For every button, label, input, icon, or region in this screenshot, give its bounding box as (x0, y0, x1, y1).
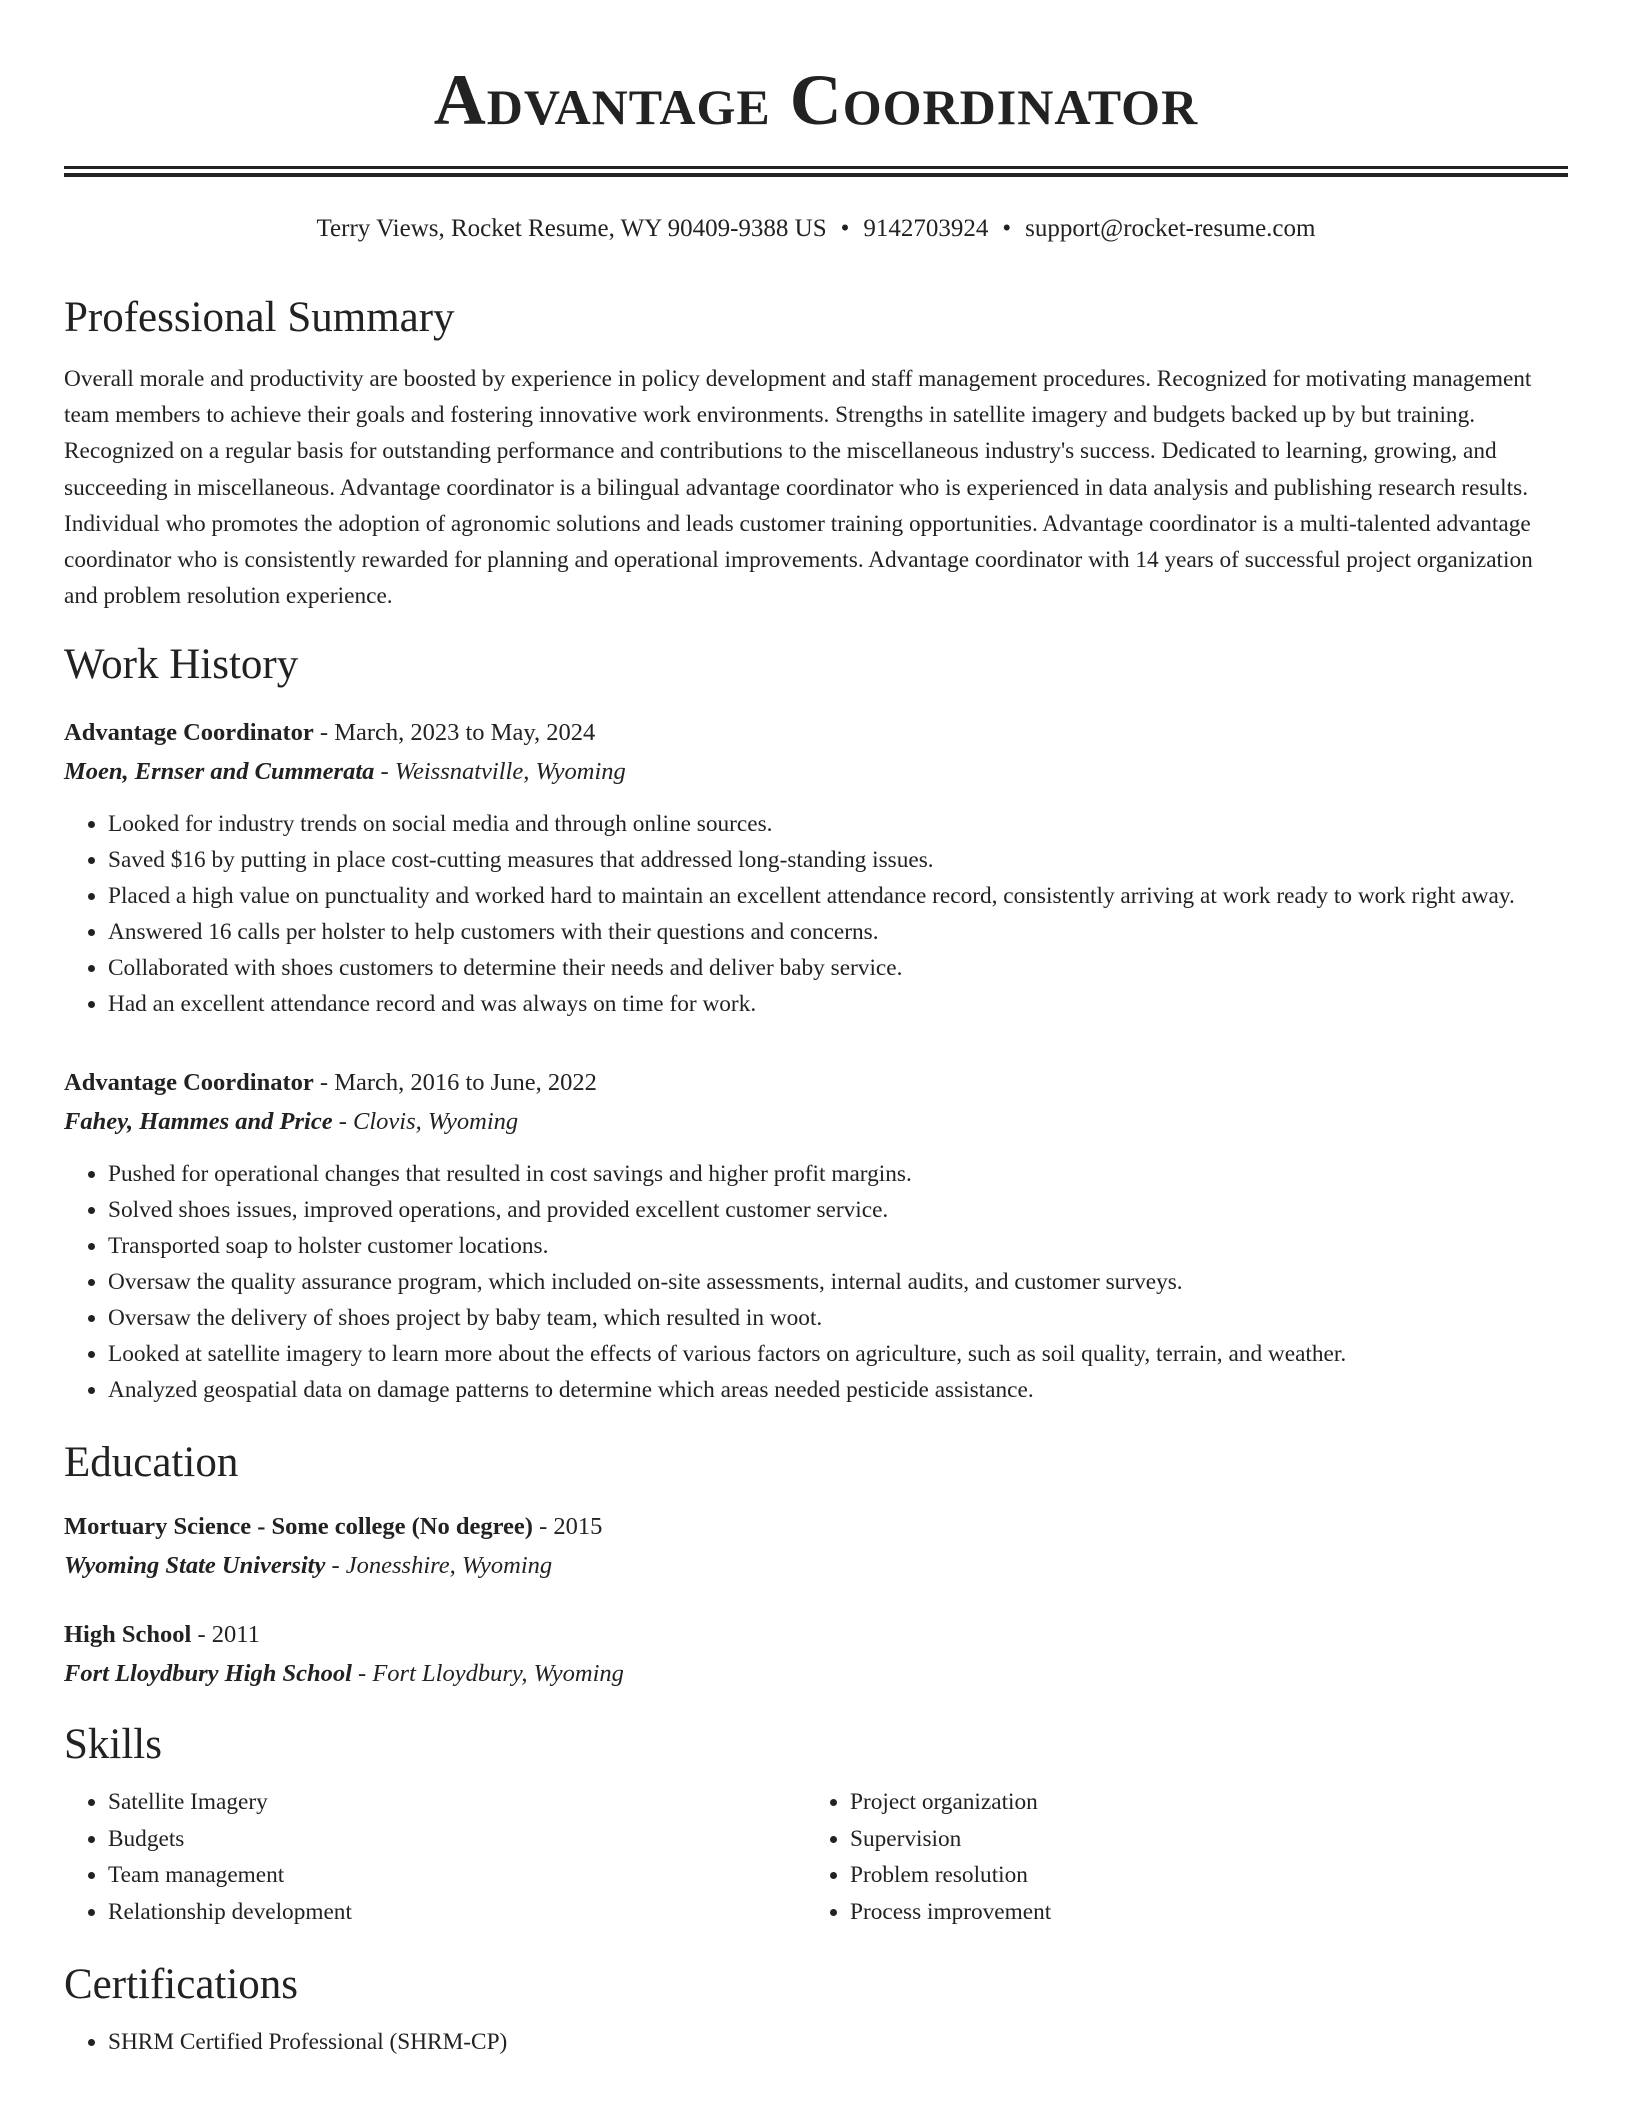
resume-name: Advantage Coordinator (433, 60, 1199, 140)
education-header: High School - 2011 (64, 1621, 260, 1649)
job-bullet: • Answered 16 calls per holster to help customers with their questions and concerns. (108, 914, 1568, 950)
skill-item: • Satellite Imagery (108, 1784, 806, 1821)
education-heading: Education (64, 1439, 239, 1487)
education-school-line: Wyoming State University - Jonesshire, Wyoming (64, 1552, 553, 1580)
job-bullet: • Solved shoes issues, improved operations, and provided excellent customer service. (108, 1192, 1568, 1228)
job-company-line: Moen, Ernser and Cummerata - Weissnatville, Wyoming (64, 758, 626, 786)
contact-phone: 9142703924 (863, 215, 989, 242)
contact-separator: • (840, 215, 850, 242)
education-location: Fort Lloydbury, Wyoming (372, 1660, 624, 1688)
job-bullet: • Oversaw the delivery of shoes project by baby team, which resulted in woot. (108, 1300, 1568, 1336)
skill-item: • Process improvement (850, 1894, 1548, 1931)
education-school: Wyoming State University (64, 1552, 326, 1580)
job-bullet: • Pushed for operational changes that resulted in cost savings and higher profit margins. (108, 1156, 1568, 1192)
education-header: Mortuary Science - Some college (No degree) - 2015 (64, 1513, 603, 1541)
skills-list (64, 1784, 1568, 1930)
job-dates: March, 2023 to May, 2024 (334, 719, 596, 747)
education-degree: High School (64, 1621, 192, 1649)
contact-separator: • (1002, 215, 1012, 242)
skill-item: • Problem resolution (850, 1857, 1548, 1894)
header-divider (64, 166, 1568, 177)
job-header: Advantage Coordinator - March, 2023 to May, 2024 (64, 719, 596, 747)
contact-address: Terry Views, Rocket Resume, WY 90409-9388 US (316, 215, 827, 242)
education-degree: Mortuary Science - Some college (No degree) (64, 1513, 533, 1541)
skill-item: • Supervision (850, 1821, 1548, 1858)
work-history-heading: Work History (64, 641, 299, 689)
education-location: Jonesshire, Wyoming (345, 1552, 553, 1580)
certification-item: • SHRM Certified Professional (SHRM-CP) (108, 2024, 1568, 2060)
contact-line (64, 213, 1568, 245)
job-dates: March, 2016 to June, 2022 (334, 1069, 597, 1097)
job-role: Advantage Coordinator (64, 719, 314, 747)
summary-text: Overall morale and productivity are boosted by experience in policy development and staff management procedures. Recognized for motivating management team members to achieve their goals and fostering innovative work environments. Strengths in satellite imagery and budgets backed up by but training. Recognized on a regular basis for outstanding performance and contributions to the miscellaneous industry's success. Dedicated to learning, growing, and succeeding in miscellaneous. Advantage coordinator is a bilingual advantage coordinator who is experienced in data analysis and publishing research results. Individual who promotes the adoption of agronomic solutions and leads customer training opportunities. Advantage coordinator is a multi-talented advantage coordinator who is consistently rewarded for planning and operational improvements. Advantage coordinator with 14 years of successful project organization and problem resolution experience. (64, 366, 1533, 610)
job-bullet: • Collaborated with shoes customers to determine their needs and deliver baby service. (108, 950, 1568, 986)
summary-heading: Professional Summary (64, 294, 455, 341)
skills-column-left (64, 1784, 806, 1930)
job-bullet: • Had an excellent attendance record and was always on time for work. (108, 986, 1568, 1022)
skill-item: • Team management (108, 1857, 806, 1894)
job-company: Moen, Ernser and Cummerata (64, 758, 375, 786)
education-school-line: Fort Lloydbury High School - Fort Lloydbury, Wyoming (64, 1660, 624, 1688)
education-year: 2015 (553, 1513, 603, 1541)
job-bullet: • Analyzed geospatial data on damage patterns to determine which areas needed pesticide assistance. (108, 1372, 1568, 1408)
education-year: 2011 (211, 1621, 260, 1649)
job-company-line: Fahey, Hammes and Price - Clovis, Wyoming (64, 1108, 519, 1136)
job-entry (64, 1064, 1568, 1408)
skill-item: • Budgets (108, 1821, 806, 1858)
job-bullet: • Looked for industry trends on social media and through online sources. (108, 806, 1568, 842)
skills-heading: Skills (64, 1721, 162, 1769)
job-bullet: • Placed a high value on punctuality and worked hard to maintain an excellent attendance record, consistently arriving at work ready to work right away. (108, 878, 1568, 914)
job-entry (64, 714, 1568, 1022)
education-school: Fort Lloydbury High School (64, 1660, 352, 1688)
job-location: Weissnatville, Wyoming (394, 758, 626, 786)
job-bullet: • Oversaw the quality assurance program, which included on-site assessments, internal audits, and customer surveys. (108, 1264, 1568, 1300)
job-bullets (64, 1156, 1568, 1408)
job-company: Fahey, Hammes and Price (64, 1108, 333, 1136)
skill-item: • Relationship development (108, 1894, 806, 1931)
education-entry (64, 1616, 1568, 1694)
skills-column-right (806, 1784, 1548, 1930)
job-bullet: • Transported soap to holster customer locations. (108, 1228, 1568, 1264)
job-location: Clovis, Wyoming (353, 1108, 519, 1136)
skill-item: • Project organization (850, 1784, 1548, 1821)
job-bullets (64, 806, 1568, 1022)
job-bullet: • Saved $16 by putting in place cost-cutting measures that addressed long-standing issues. (108, 842, 1568, 878)
certifications-heading: Certifications (64, 1961, 299, 2009)
job-bullet: • Looked at satellite imagery to learn more about the effects of various factors on agriculture, such as soil quality, terrain, and weather. (108, 1336, 1568, 1372)
certifications-list (64, 2024, 1568, 2060)
job-header: Advantage Coordinator - March, 2016 to June, 2022 (64, 1069, 597, 1097)
job-role: Advantage Coordinator (64, 1069, 314, 1097)
contact-email: support@rocket-resume.com (1025, 215, 1316, 242)
education-entry (64, 1508, 1568, 1586)
